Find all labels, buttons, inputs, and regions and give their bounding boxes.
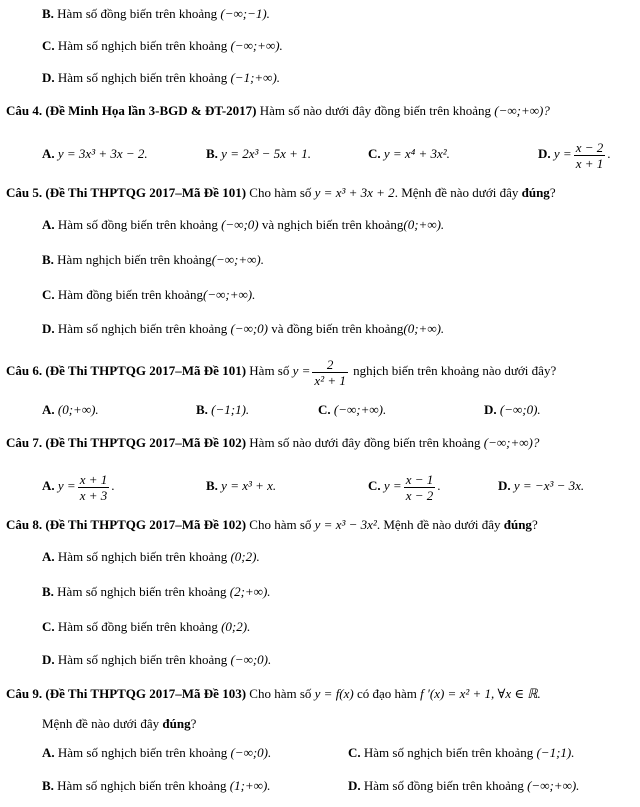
fraction: $\frac{2}{\text{x² + 1}}$	[314, 356, 346, 388]
question-6-option-a: A. (0;+∞).	[42, 402, 99, 417]
question-9-option-c: C. Hàm số nghịch biến trên khoảng (−1;1).	[348, 745, 575, 760]
question-4-option-b: B. y = 2x³ − 5x + 1.	[206, 146, 311, 161]
question-8-option-d: D. Hàm số nghịch biến trên khoảng (−∞;0).	[42, 652, 272, 667]
question-9-option-d: D. Hàm số đồng biến trên khoảng (−∞;+∞).	[348, 778, 580, 793]
question-6-option-c: C. (−∞;+∞).	[318, 402, 387, 417]
question-9-option-a: A. Hàm số nghịch biến trên khoảng (−∞;0).	[42, 745, 272, 760]
question-5-option-d: D. Hàm số nghịch biến trên khoảng (−∞;0) và đồng biến trên khoảng(0;+∞).	[42, 321, 445, 336]
question-7-option-d: D. y = −x³ − 3x.	[498, 478, 585, 493]
fraction: $\frac{x - 1}{x - 2}$	[405, 471, 434, 503]
question-7-option-b: B. y = x³ + x.	[206, 478, 277, 493]
question-6-option-b: B. (−1;1).	[196, 402, 250, 417]
top-option-c: C. Hàm số nghịch biến trên khoảng (−∞;+∞).	[42, 38, 283, 53]
top-option-d: D. Hàm số nghịch biến trên khoảng (−1;+∞).	[42, 70, 281, 85]
question-6-stem: Câu 6. (Đề Thi THPTQG 2017–Mã Đề 101) Hàm số y = $\frac{2}{\text{x² + 1}}$ nghịch biến trên khoảng nào dưới đây?	[6, 356, 557, 388]
question-5-option-b: B. Hàm nghịch biến trên khoảng(−∞;+∞).	[42, 252, 265, 267]
question-9-stem-line-2: Mệnh đề nào dưới đây đúng?	[42, 716, 197, 731]
question-7-option-c: C. y = $\frac{x - 1}{x - 2}$ .	[368, 471, 441, 503]
question-7-stem: Câu 7. (Đề Thi THPTQG 2017–Mã Đề 102) Hàm số nào dưới đây đồng biến trên khoảng (−∞;+∞)?	[6, 435, 540, 450]
question-4-option-a: A. y = 3x³ + 3x − 2.	[42, 146, 148, 161]
fraction: $\frac{x + 1}{x + 3}$	[79, 471, 108, 503]
question-6-option-d: D. (−∞;0).	[484, 402, 541, 417]
question-5-stem: Câu 5. (Đề Thi THPTQG 2017–Mã Đề 101) Cho hàm số y = x³ + 3x + 2. Mệnh đề nào dưới đây đúng?	[6, 185, 556, 200]
fraction: $\frac{x - 2}{x + 1}$	[575, 139, 604, 171]
question-9-option-b: B. Hàm số nghịch biến trên khoảng (1;+∞).	[42, 778, 271, 793]
question-8-option-c: C. Hàm số đồng biến trên khoảng (0;2).	[42, 619, 251, 634]
question-5-option-a: A. Hàm số đồng biến trên khoảng (−∞;0) và nghịch biến trên khoảng(0;+∞).	[42, 217, 445, 232]
question-8-option-b: B. Hàm số nghịch biến trên khoảng (2;+∞).	[42, 584, 271, 599]
question-4-stem: Câu 4. (Đề Minh Họa lần 3-BGD & ĐT-2017) Hàm số nào dưới đây đồng biến trên khoảng (−∞;+∞)?	[6, 103, 550, 118]
top-option-b: B. Hàm số đồng biến trên khoảng (−∞;−1).	[42, 6, 270, 21]
question-5-option-c: C. Hàm đồng biến trên khoảng(−∞;+∞).	[42, 287, 256, 302]
question-4-option-d: D. y = $\frac{x - 2}{x + 1}$ .	[538, 139, 611, 171]
question-8-stem: Câu 8. (Đề Thi THPTQG 2017–Mã Đề 102) Cho hàm số y = x³ − 3x². Mệnh đề nào dưới đây đúng?	[6, 517, 538, 532]
question-7-option-a: A. y = $\frac{x + 1}{x + 3}$ .	[42, 471, 115, 503]
question-4-option-c: C. y = x⁴ + 3x².	[368, 146, 450, 161]
question-8-option-a: A. Hàm số nghịch biến trên khoảng (0;2).	[42, 549, 260, 564]
question-9-stem: Câu 9. (Đề Thi THPTQG 2017–Mã Đề 103) Cho hàm số y = f(x) có đạo hàm f ′(x) = x² + 1, ∀x ∈ ℝ.	[6, 686, 541, 701]
